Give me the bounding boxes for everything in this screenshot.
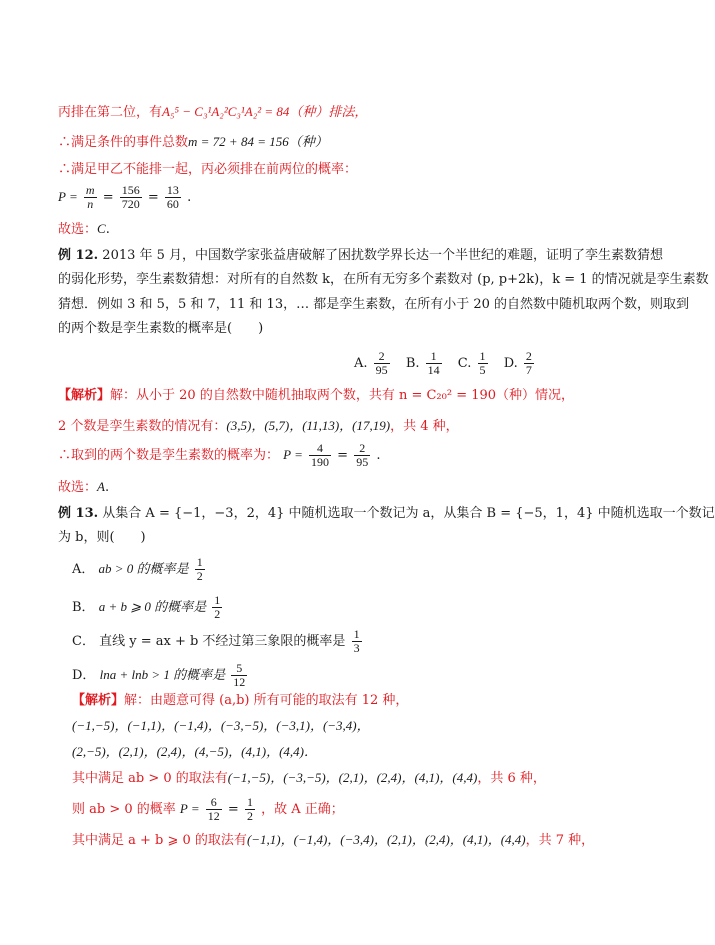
option-text: lna + lnb > 1 的概率是: [99, 667, 226, 682]
equals: =: [102, 190, 114, 205]
example-13-solution-2: [72, 770, 546, 787]
numerator: 1: [196, 555, 203, 569]
example-13-solution-1: [72, 693, 408, 709]
text: 故选：: [58, 480, 98, 495]
option-label: C．: [72, 634, 95, 649]
example-13-option-c: [72, 628, 364, 655]
denominator: 60: [166, 197, 179, 211]
option-label: A.: [354, 356, 368, 371]
example-13-solution-3: [72, 796, 344, 823]
numerator: m: [85, 183, 95, 197]
equals: =: [227, 802, 239, 817]
text: 从集合 A = {−1，−3，2，4} 中随机选取一个数记为 a，从集合 B = {−5，1，4} 中随机选取一个数记: [102, 506, 715, 521]
text: ，共 6 种，: [477, 771, 546, 786]
text: 故选：: [58, 222, 98, 237]
text: 为 b，则( ): [58, 530, 146, 545]
p-symbol: P =: [179, 801, 200, 816]
example-12-solution-3: [58, 442, 381, 469]
option-label: D．: [72, 668, 96, 683]
example-label: 例 12.: [58, 248, 99, 263]
numerator: 1: [353, 627, 360, 641]
p-symbol: P =: [58, 189, 78, 204]
fraction: [352, 628, 362, 655]
example-12-solution-2: [58, 418, 459, 435]
fraction: [231, 662, 247, 689]
solution-line-probability-intro: [58, 162, 357, 178]
denominator: 14: [427, 363, 440, 377]
option-text: 直线 y = ax + b 不经过第三象限的概率是: [99, 634, 346, 649]
example-13-pairs-2: [72, 744, 317, 760]
denominator: 12: [233, 675, 246, 689]
example-13-option-a: [72, 556, 207, 583]
text: 2013 年 5 月，中国数学家张益唐破解了困扰数学界长达一个半世纪的难题，证明了孪生素数猜想: [102, 248, 664, 263]
solution-line-arrangement: [58, 104, 367, 121]
pairs: (2,−5)，(2,1)，(2,4)，(4,−5)，(4,1)，(4,4)．: [72, 744, 317, 759]
text: ∴满足甲乙不能排一起，丙必须排在前两位的概率：: [58, 162, 358, 177]
denominator: 7: [525, 363, 532, 377]
text: ∴满足条件的事件总数: [58, 135, 189, 150]
numerator: 5: [236, 661, 243, 675]
denominator: 2: [196, 569, 203, 583]
option-c: [457, 349, 490, 377]
fraction: [206, 796, 222, 823]
denominator: 3: [353, 641, 360, 655]
text: ，共 4 种，: [390, 419, 459, 434]
text: ，故 A 正确；: [261, 802, 344, 817]
example-label: 例 13.: [58, 506, 99, 521]
fraction: [84, 184, 97, 211]
text: 2 个数是孪生素数的情况有：: [58, 419, 227, 434]
equals: =: [337, 448, 349, 463]
p-symbol: P =: [283, 447, 303, 462]
example-12-options: [354, 350, 546, 377]
option-text: ab > 0 的概率是: [98, 561, 189, 576]
text: ∴取到的两个数是孪生素数的概率为：: [58, 448, 280, 463]
equals: =: [147, 190, 159, 205]
period: .: [187, 190, 192, 205]
fraction: [524, 350, 534, 377]
example-13-option-d: [72, 662, 249, 689]
answer-letter: C: [97, 221, 106, 236]
example-12-solution-1: [58, 388, 574, 404]
fraction: [195, 556, 205, 583]
fraction: [245, 796, 255, 823]
solution-line-total: [58, 134, 328, 151]
option-label: C.: [457, 356, 472, 371]
fraction: [426, 350, 442, 377]
text: 猜想．例如 3 和 5，5 和 7，11 和 13，… 都是孪生素数，在所有小于 20 的自然数中随机取两个数，则取到: [58, 297, 690, 312]
numerator: 1: [214, 593, 221, 607]
pairs: (−1,1)，(−1,4)，(−3,4)，(2,1)，(2,4)，(4,1)，(4,4): [246, 832, 526, 847]
fraction: [354, 442, 370, 469]
formula: [283, 441, 381, 469]
fraction: [309, 442, 331, 469]
denominator: 2: [246, 809, 253, 823]
option-text: a + b ⩾ 0 的概率是: [98, 599, 207, 614]
numerator: 2: [525, 349, 532, 363]
option-label: B．: [72, 600, 95, 615]
denominator: 95: [375, 363, 388, 377]
example-13-pairs-1: [72, 718, 370, 734]
numerator: 6: [210, 795, 217, 809]
fraction: [120, 184, 142, 211]
answer-line-c: [58, 221, 110, 238]
numerator: 2: [359, 441, 366, 455]
fraction: [478, 350, 488, 377]
fraction: [374, 350, 390, 377]
text: ，共 7 种，: [525, 833, 595, 848]
analysis-tag: 【解析】: [72, 693, 125, 708]
numerator: 1: [246, 795, 253, 809]
text: 的弱化形势，孪生素数猜想：对所有的自然数 k，在所有无穷多个素数对 (p, p+2k)，k = 1 的情况就是孪生素数: [58, 272, 709, 287]
option-d: [503, 349, 536, 377]
option-b: [405, 349, 444, 377]
formula: [179, 795, 261, 823]
text: 则 ab > 0 的概率: [72, 802, 176, 817]
denominator: 2: [214, 607, 221, 621]
answer-letter: A: [97, 479, 105, 494]
numerator: 1: [479, 349, 486, 363]
example-12-line-4: [58, 321, 263, 337]
text: 其中满足 ab > 0 的取法有: [72, 771, 228, 786]
answer-line-a: [58, 479, 109, 496]
example-13-line-1: [58, 506, 715, 522]
formula: m = 72 + 84 = 156（种）: [188, 134, 328, 149]
denominator: 12: [207, 809, 220, 823]
analysis-tag: 【解析】: [58, 388, 111, 403]
denominator: 5: [479, 363, 486, 377]
example-13-line-2: [58, 530, 146, 546]
option-label: A．: [72, 562, 95, 577]
period: .: [376, 448, 381, 463]
text: 解：由题意可得 (a,b) 所有可能的取法有 12 种，: [124, 693, 409, 708]
pairs: (−1,−5)，(−3,−5)，(2,1)，(2,4)，(4,1)，(4,4): [227, 770, 478, 785]
text: 其中满足 a + b ⩾ 0 的取法有: [72, 833, 247, 848]
text: 丙排在第二位，有: [58, 105, 163, 120]
option-label: D.: [503, 356, 518, 371]
denominator: 190: [311, 455, 330, 469]
pairs: (3,5)，(5,7)，(11,13)，(17,19): [226, 418, 391, 433]
fraction: [165, 184, 181, 211]
numerator: 156: [121, 183, 140, 197]
numerator: 4: [317, 441, 324, 455]
example-12-line-3: [58, 297, 689, 313]
denominator: 720: [121, 197, 140, 211]
numerator: 13: [166, 183, 179, 197]
formula: A₅⁵ − C₃¹A₂²C₃¹A₂² = 84（种）排法，: [162, 104, 368, 119]
numerator: 2: [378, 349, 385, 363]
pairs: (−1,−5)，(−1,1)，(−1,4)，(−3,−5)，(−3,1)，(−3,4)，: [72, 718, 370, 733]
example-13-solution-4: [72, 832, 594, 849]
denominator: n: [84, 197, 97, 211]
numerator: 1: [430, 349, 437, 363]
fraction: [212, 594, 222, 621]
option-label: B.: [405, 356, 420, 371]
period: .: [105, 222, 110, 237]
denominator: 95: [356, 455, 369, 469]
text: 解：从小于 20 的自然数中随机抽取两个数，共有 n = C₂₀² = 190（种）情况，: [110, 388, 575, 403]
period: .: [104, 480, 110, 495]
example-12-line-1: [58, 248, 663, 264]
example-13-option-b: [72, 594, 224, 621]
option-a: [354, 349, 392, 377]
text: 的两个数是孪生素数的概率是( ): [58, 321, 264, 336]
example-12-line-2: [58, 272, 709, 288]
probability-formula: [58, 184, 191, 211]
